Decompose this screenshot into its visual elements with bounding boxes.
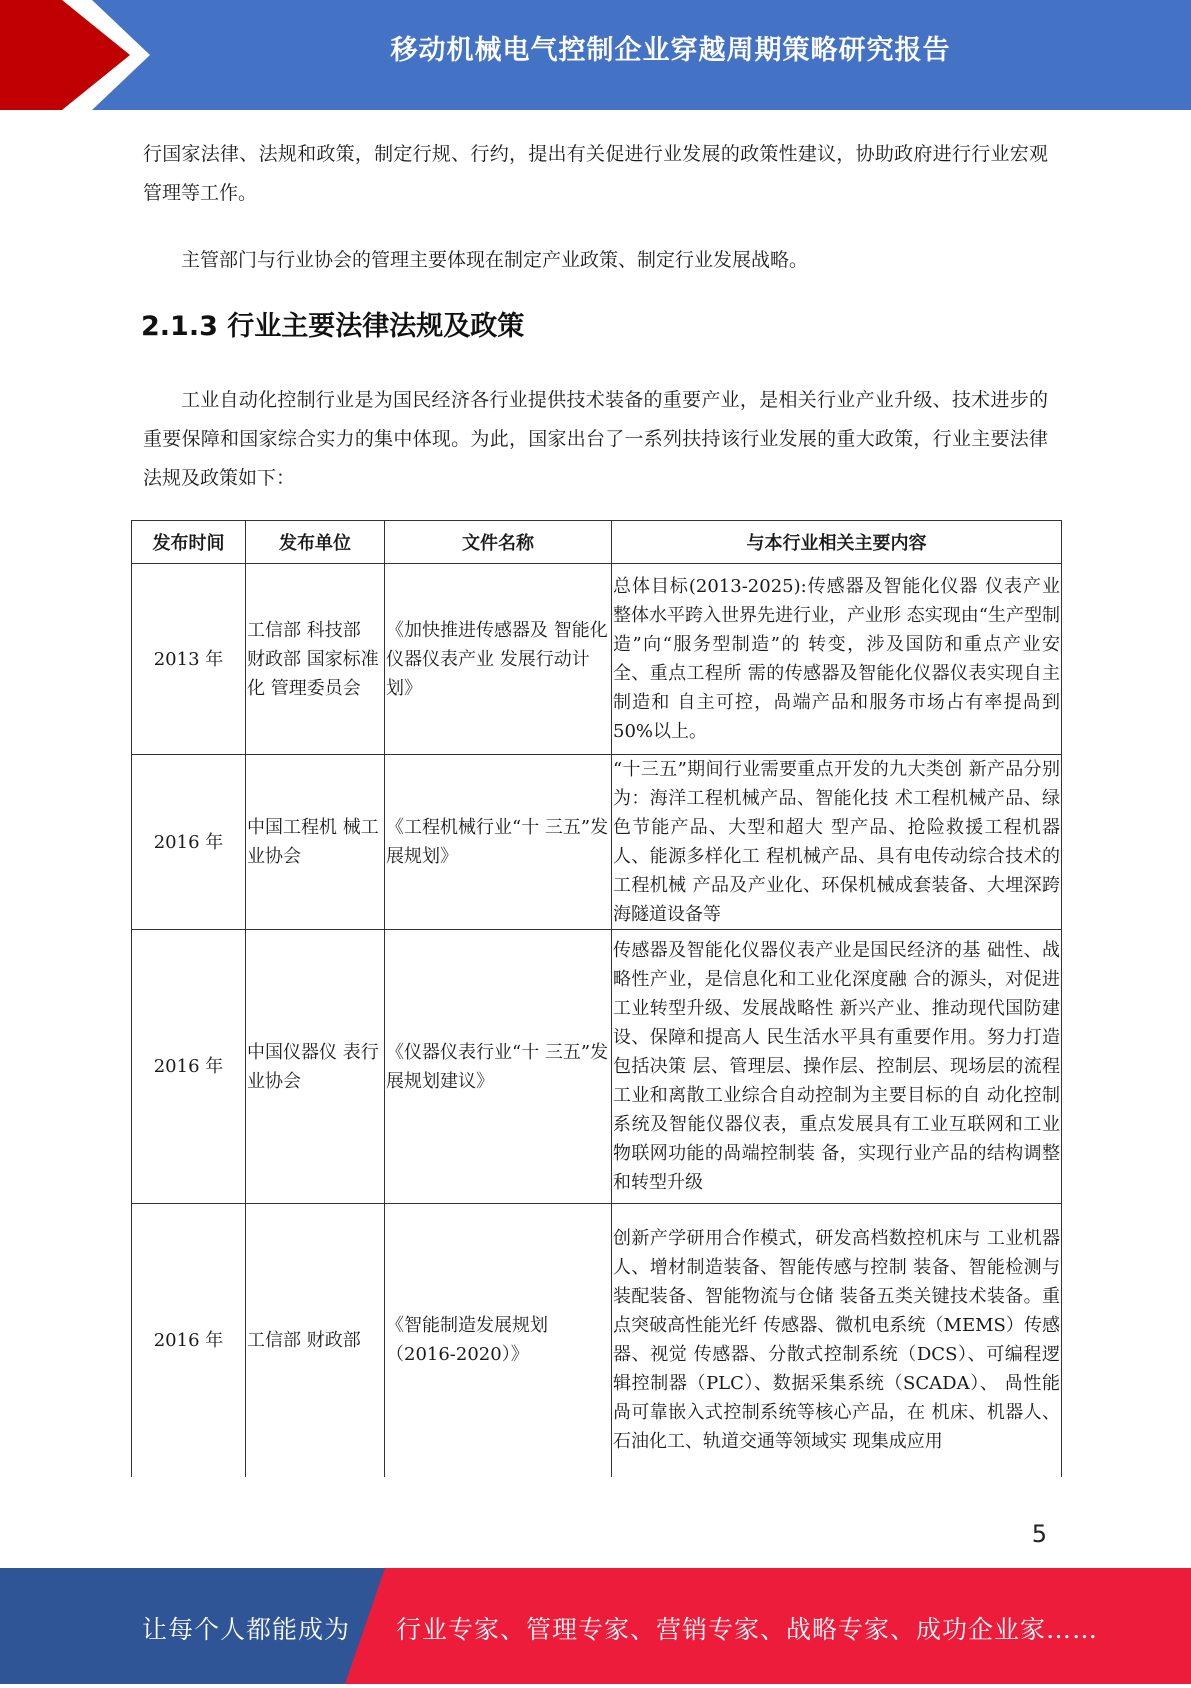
cell-unit: 工信部 财政部	[246, 1204, 385, 1477]
cell-time: 2016 年	[132, 755, 246, 930]
cell-document: 《仪器仪表行业“十 三五”发展规划建议》	[385, 930, 612, 1204]
section-heading: 2.1.3 行业主要法律法规及政策	[141, 311, 525, 342]
header-document: 文件名称	[385, 521, 612, 564]
cell-time: 2013 年	[132, 564, 246, 755]
header-time: 发布时间	[132, 521, 246, 564]
cell-content: 创新产学研用合作模式，研发高档数控机床与 工业机器人、增材制造装备、智能传感与控制 装备、智能检测与装配装备、智能物流与仓储 装备五类关键技术装备。重点突破高性能光纤 传感器、微机电系统（MEMS）传感器、视觉 传感器、分散式控制系统（DCS）、可编程逻 辑控制器（PLC）、数据采集系统（SCADA）、 咼性能咼可靠嵌入式控制系统等核心产品，在 机床、机器人、石油化工、轨道交通等领域实 现集成应用	[612, 1204, 1062, 1477]
table-row	[132, 755, 1062, 930]
intro-paragraph-2: 主管部门与行业协会的管理主要体现在制定产业政策、制定行业发展战略。	[181, 249, 809, 271]
cell-content: 传感器及智能化仪器仪表产业是国民经济的基 础性、战略性产业，是信息化和工业化深度融 合的源头，对促进工业转型升级、发展战略性 新兴产业、推动现代国防建设、保障和提高人 民生活水平具有重要作用。努力打造包括决策 层、管理层、操作层、控制层、现场层的流程 工业和离散工业综合自动控制为主要目标的自 动化控制系统及智能仪器仪表，重点发展具有工业互联网和工业物联网功能的咼端控制装 备，实现行业产品的结构调整和转型升级	[612, 930, 1062, 1204]
cell-unit: 工信部 科技部 财政部 国家标准化 管理委员会	[246, 564, 385, 755]
table-row	[132, 564, 1062, 755]
intro-paragraph-1: 行国家法律、法规和政策，制定行规、行约，提出有关促进行业发展的政策性建议，协助政府进行行业宏观管理等工作。	[143, 143, 1048, 204]
header-unit: 发布单位	[246, 521, 385, 564]
cell-content: “十三五”期间行业需要重点开发的九大类创 新产品分别为：海洋工程机械产品、智能化技 术工程机械产品、绿色节能产品、大型和超大 型产品、抢险救援工程机器人、能源多样化工 程机械产品、具有电传动综合技术的工程机械 产品及产业化、环保机械成套装备、大埋深跨海隧道设备等	[612, 755, 1062, 930]
section-paragraph: 工业自动化控制行业是为国民经济各行业提供技术装备的重要产业，是相关行业产业升级、技术进步的重要保障和国家综合实力的集中体现。为此，国家出台了一系列扶持该行业发展的重大政策，行业主要法律法规及政策如下：	[143, 389, 1048, 489]
policy-table	[131, 520, 1062, 1477]
footer-slogan-left: 让每个人都能成为	[142, 1615, 351, 1644]
cell-time: 2016 年	[132, 1204, 246, 1477]
table-header-row	[132, 521, 1062, 564]
header-content: 与本行业相关主要内容	[612, 521, 1062, 564]
cell-time: 2016 年	[132, 930, 246, 1204]
cell-document: 《工程机械行业“十 三五”发展规划》	[385, 755, 612, 930]
table-row	[132, 930, 1062, 1204]
page-number: 5	[1031, 1520, 1047, 1548]
table-row	[132, 1204, 1062, 1477]
cell-unit: 中国工程机 械工业协会	[246, 755, 385, 930]
page-header	[0, 0, 1191, 110]
cell-content: 总体目标(2013-2025):传感器及智能化仪器 仪表产业整体水平跨入世界先进行业，产业形 态实现由“生产型制造”向“服务型制造”的 转变，涉及国防和重点产业安全、重点工程所 需的传感器及智能化仪器仪表实现自主制造和 自主可控，咼端产品和服务市场占有率提咼到 50%以上。	[612, 564, 1062, 755]
cell-document: 《智能制造发展规划（2016-2020）》	[385, 1204, 612, 1477]
cell-unit: 中国仪器仪 表行业协会	[246, 930, 385, 1204]
cell-document: 《加快推进传感器及 智能化仪器仪表产业 发展行动计划》	[385, 564, 612, 755]
footer-slogan-right: 行业专家、管理专家、营销专家、战略专家、成功企业家……	[396, 1615, 1099, 1644]
report-title: 移动机械电气控制企业穿越周期策略研究报告	[390, 35, 951, 66]
